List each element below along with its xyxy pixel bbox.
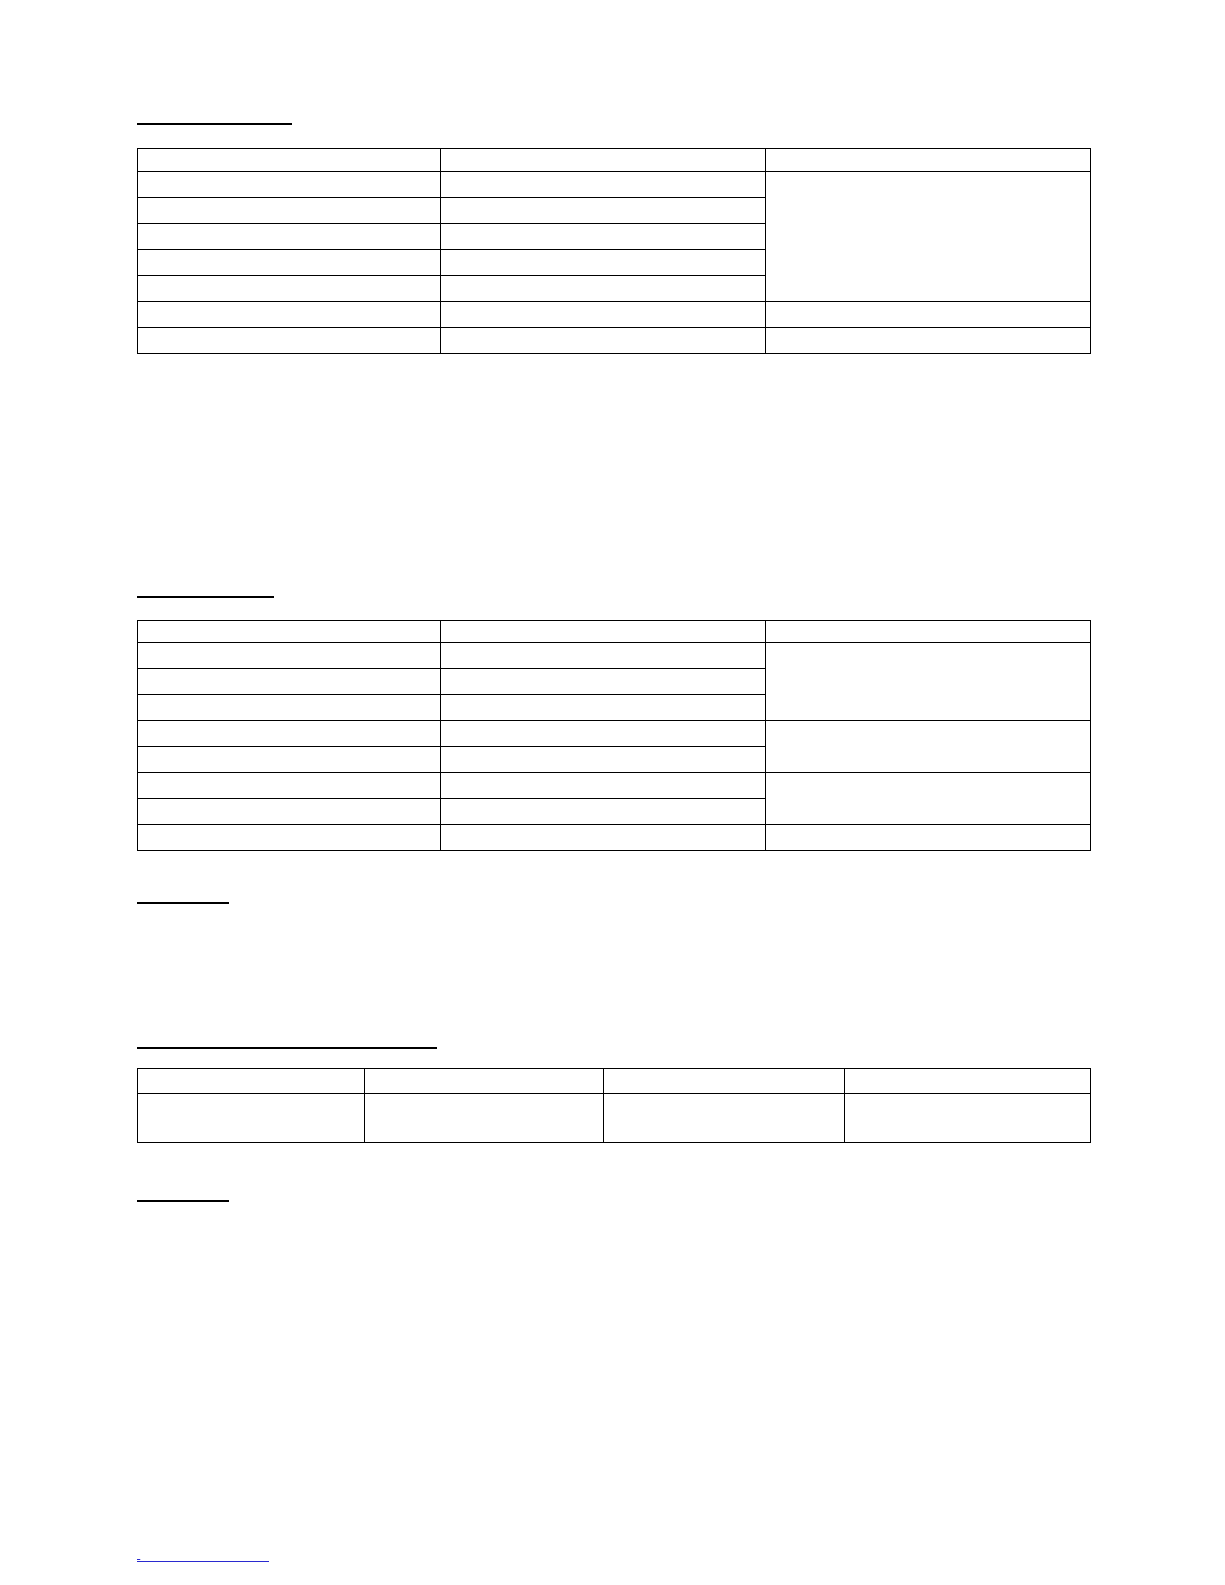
specification-table-2 bbox=[137, 620, 1091, 851]
section-heading-4 bbox=[137, 1029, 437, 1049]
table-cell bbox=[766, 149, 1091, 172]
table-cell bbox=[138, 224, 441, 250]
table-cell bbox=[441, 302, 766, 328]
table-cell bbox=[138, 825, 441, 851]
section-heading-5 bbox=[137, 1182, 229, 1202]
table-cell bbox=[766, 302, 1091, 328]
table-cell bbox=[441, 747, 766, 773]
table-cell bbox=[138, 149, 441, 172]
table-cell bbox=[766, 721, 1091, 773]
specification-table-3 bbox=[137, 1068, 1091, 1143]
table-cell bbox=[138, 643, 441, 669]
table-cell bbox=[138, 621, 441, 643]
table-cell bbox=[766, 172, 1091, 302]
table-cell bbox=[441, 328, 766, 354]
table-cell bbox=[441, 172, 766, 198]
table-cell bbox=[138, 669, 441, 695]
table-row bbox=[138, 1094, 1091, 1143]
table-cell bbox=[441, 250, 766, 276]
table-cell bbox=[604, 1069, 845, 1094]
table-cell bbox=[441, 621, 766, 643]
table-row bbox=[138, 825, 1091, 851]
table-row bbox=[138, 328, 1091, 354]
table-cell bbox=[138, 1094, 365, 1143]
table-cell bbox=[441, 773, 766, 799]
section-heading-2 bbox=[137, 578, 274, 598]
footer-link[interactable] bbox=[137, 1546, 269, 1562]
table-cell bbox=[766, 643, 1091, 721]
table-cell bbox=[138, 721, 441, 747]
table-row bbox=[138, 643, 1091, 669]
table-row bbox=[138, 149, 1091, 172]
table-row bbox=[138, 1069, 1091, 1094]
table-cell bbox=[845, 1094, 1091, 1143]
table-cell bbox=[365, 1094, 604, 1143]
table-cell bbox=[845, 1069, 1091, 1094]
table-cell bbox=[138, 328, 441, 354]
section-heading-1 bbox=[137, 105, 292, 125]
table-cell bbox=[441, 224, 766, 250]
table-cell bbox=[138, 302, 441, 328]
table-cell bbox=[441, 695, 766, 721]
table-cell bbox=[138, 799, 441, 825]
table-cell bbox=[138, 695, 441, 721]
table-cell bbox=[441, 669, 766, 695]
table-cell bbox=[138, 172, 441, 198]
table-cell bbox=[441, 825, 766, 851]
table-cell bbox=[138, 773, 441, 799]
table-row bbox=[138, 621, 1091, 643]
table-cell bbox=[441, 276, 766, 302]
table-cell bbox=[441, 149, 766, 172]
table-row bbox=[138, 773, 1091, 799]
table-row bbox=[138, 721, 1091, 747]
table-row bbox=[138, 302, 1091, 328]
section-heading-3 bbox=[137, 884, 229, 904]
table-row bbox=[138, 172, 1091, 198]
table-cell bbox=[766, 825, 1091, 851]
table-cell bbox=[441, 721, 766, 747]
table-cell bbox=[138, 747, 441, 773]
table-cell bbox=[365, 1069, 604, 1094]
table-cell bbox=[138, 276, 441, 302]
table-cell bbox=[604, 1094, 845, 1143]
table-cell bbox=[766, 773, 1091, 825]
table-cell bbox=[441, 643, 766, 669]
table-cell bbox=[138, 250, 441, 276]
table-cell bbox=[441, 198, 766, 224]
table-cell bbox=[138, 198, 441, 224]
table-cell bbox=[766, 621, 1091, 643]
table-cell bbox=[441, 799, 766, 825]
specification-table-1 bbox=[137, 148, 1091, 354]
table-cell bbox=[766, 328, 1091, 354]
table-cell bbox=[138, 1069, 365, 1094]
